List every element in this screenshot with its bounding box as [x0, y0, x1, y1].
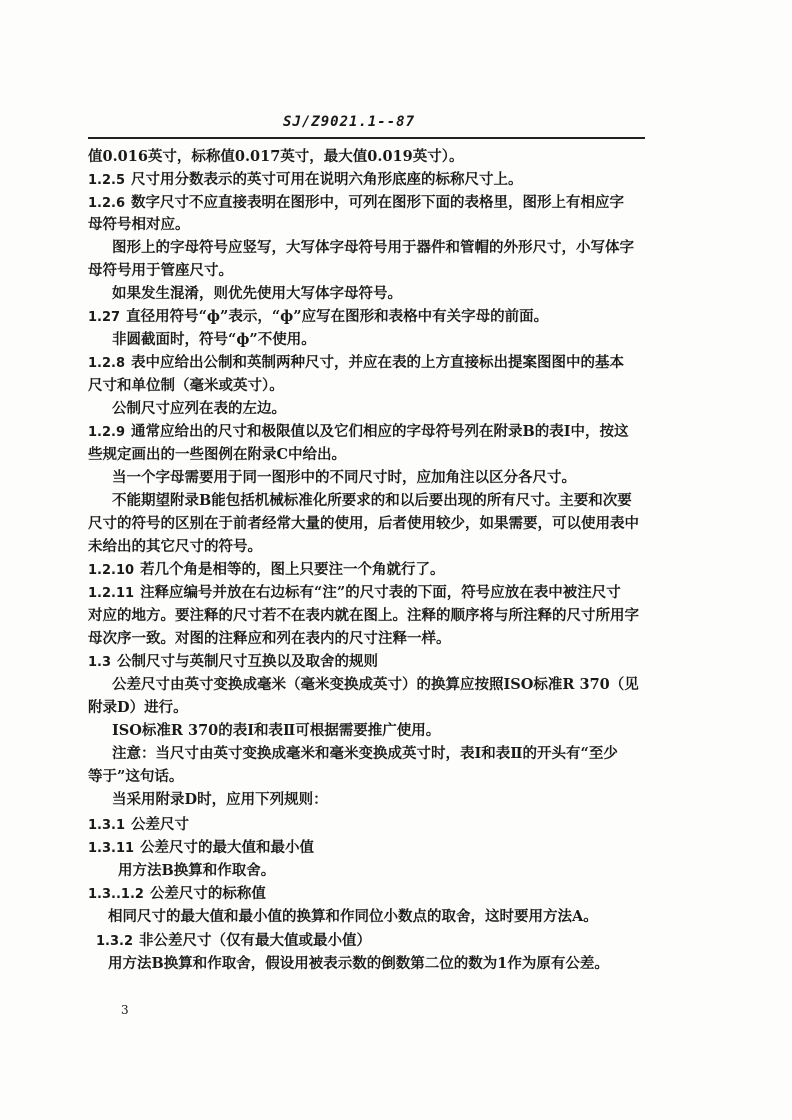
- text-line: [88, 652, 378, 673]
- line-text: 注释应编号并放在右边标有“注”的尺寸表的下面，符号应放在表中被注尺寸: [140, 584, 621, 601]
- line-text: 图形上的字母符号应竖写，大写体字母符号用于器件和管帽的外形尺寸，小写体字: [112, 239, 634, 256]
- text-line: [88, 606, 639, 627]
- text-line: [112, 675, 639, 696]
- clause-number: 1.2.9: [88, 425, 126, 440]
- line-text: 母符号用于管座尺寸。: [88, 262, 233, 279]
- line-text: 用方法B换算和作取舍。: [118, 862, 276, 879]
- text-line: [88, 445, 346, 466]
- text-line: [88, 815, 189, 836]
- line-text: 注意：当尺寸由英寸变换成毫米和毫米变换成英寸时，表Ⅰ和表Ⅱ的开头有“至少: [112, 745, 618, 762]
- clause-number: 1.2.11: [88, 586, 135, 601]
- line-text: 等于”这句话。: [88, 768, 184, 785]
- line-text: 若几个角是相等的，图上只要注一个角就行了。: [140, 561, 445, 578]
- text-line: [88, 307, 548, 328]
- clause-number: 1.2.6: [88, 196, 126, 211]
- clause-number: 1.3: [88, 655, 112, 670]
- text-line: [112, 399, 286, 420]
- text-line: [88, 261, 233, 282]
- clause-number: 1.3.1: [88, 818, 126, 833]
- text-line: [112, 744, 618, 765]
- text-line: [112, 721, 440, 742]
- clause-number: 1.2.10: [88, 563, 135, 578]
- line-text: 直径用符号“ф”表示，“ф”应写在图形和表格中有关字母的前面。: [126, 308, 549, 325]
- text-line: [88, 838, 314, 859]
- text-line: [112, 790, 328, 811]
- text-line: [112, 330, 316, 351]
- line-text: 公差尺寸由英寸变换成毫米（毫米变换成英寸）的换算应按照ISO标准R 370（见: [112, 676, 639, 693]
- text-line: [88, 193, 624, 214]
- text-line: [88, 170, 523, 191]
- text-line: [112, 284, 402, 305]
- line-text: 公差尺寸的最大值和最小值: [140, 839, 315, 856]
- clause-number: 1.3.11: [88, 841, 135, 856]
- line-text: 非圆截面时，符号“ф”不使用。: [112, 331, 316, 348]
- line-text: 值0.016英寸，标称值0.017英寸，最大值0.019英寸）。: [88, 148, 464, 165]
- text-line: [88, 147, 463, 168]
- line-text: 当采用附录D时，应用下列规则：: [112, 791, 328, 808]
- text-line: [108, 954, 609, 975]
- text-line: [88, 767, 183, 788]
- line-text: 数字尺寸不应直接表明在图形中，可列在图形下面的表格里，图形上有相应字: [131, 194, 625, 211]
- line-text: 公制尺寸与英制尺寸互换以及取舍的规则: [117, 653, 379, 670]
- line-text: 表中应给出公制和英制两种尺寸，并应在表的上方直接标出提案图图中的基本: [131, 354, 625, 371]
- text-line: [96, 931, 371, 952]
- line-text: 公差尺寸: [131, 816, 190, 833]
- text-line: [108, 907, 598, 928]
- text-line: [88, 583, 621, 604]
- line-text: 如果发生混淆，则优先使用大写体字母符号。: [112, 285, 402, 302]
- text-line: [88, 514, 639, 535]
- text-line: [88, 376, 284, 397]
- line-text: 公差尺寸的标称值: [149, 885, 266, 902]
- document-code-header: SJ/Z9021.1--87: [283, 114, 416, 130]
- clause-number: 1.2.5: [88, 173, 126, 188]
- text-line: [112, 238, 634, 259]
- text-line: [112, 491, 632, 512]
- clause-number: 1.3.2: [96, 934, 134, 949]
- line-text: 用方法B换算和作取舍，假设用被表示数的倒数第二位的数为1作为原有公差。: [108, 955, 609, 972]
- line-text: 附录D）进行。: [88, 699, 188, 716]
- text-line: [88, 537, 262, 558]
- text-line: [88, 698, 188, 719]
- text-line: [88, 422, 629, 443]
- line-text: 对应的地方。要注释的尺寸若不在表内就在图上。注释的顺序将与所注释的尺寸所用字: [88, 607, 639, 624]
- line-text: 非公差尺寸（仅有最大值或最小值）: [139, 932, 372, 949]
- line-text: 当一个字母需要用于同一图形中的不同尺寸时，应加角注以区分各尺寸。: [112, 469, 576, 486]
- page-number: 3: [121, 1003, 129, 1017]
- line-text: 尺寸用分数表示的英寸可用在说明六角形底座的标称尺寸上。: [131, 171, 523, 188]
- text-line: [112, 468, 576, 489]
- line-text: 相同尺寸的最大值和最小值的换算和作同位小数点的取舍，这时要用方法A。: [108, 908, 598, 925]
- text-line: [88, 215, 190, 236]
- text-line: [88, 629, 451, 650]
- line-text: 母次序一致。对图的注释应和列在表内的尺寸注释一样。: [88, 630, 451, 647]
- line-text: 公制尺寸应列在表的左边。: [112, 400, 286, 417]
- clause-number: 1.27: [88, 310, 121, 325]
- clause-number: 1.2.8: [88, 356, 126, 371]
- line-text: 些规定画出的一些图例在附录C中给出。: [88, 446, 347, 463]
- line-text: 未给出的其它尺寸的符号。: [88, 538, 262, 555]
- text-line: [88, 884, 266, 905]
- line-text: ISO标准R 370的表Ⅰ和表Ⅱ可根据需要推广使用。: [112, 722, 441, 739]
- text-line: [118, 861, 275, 882]
- line-text: 母符号相对应。: [88, 216, 190, 233]
- line-text: 尺寸的符号的区别在于前者经常大量的使用，后者使用较少，如果需要，可以使用表中: [88, 515, 639, 532]
- clause-number: 1.3..1.2: [88, 887, 144, 902]
- line-text: 尺寸和单位制（毫米或英寸）。: [88, 377, 284, 394]
- line-text: 通常应给出的尺寸和极限值以及它们相应的字母符号列在附录B的表Ⅰ中，按这: [131, 423, 629, 440]
- header-rule: [88, 137, 645, 139]
- line-text: 不能期望附录B能包括机械标准化所要求的和以后要出现的所有尺寸。主要和次要: [112, 492, 632, 509]
- text-line: [88, 560, 445, 581]
- text-line: [88, 353, 624, 374]
